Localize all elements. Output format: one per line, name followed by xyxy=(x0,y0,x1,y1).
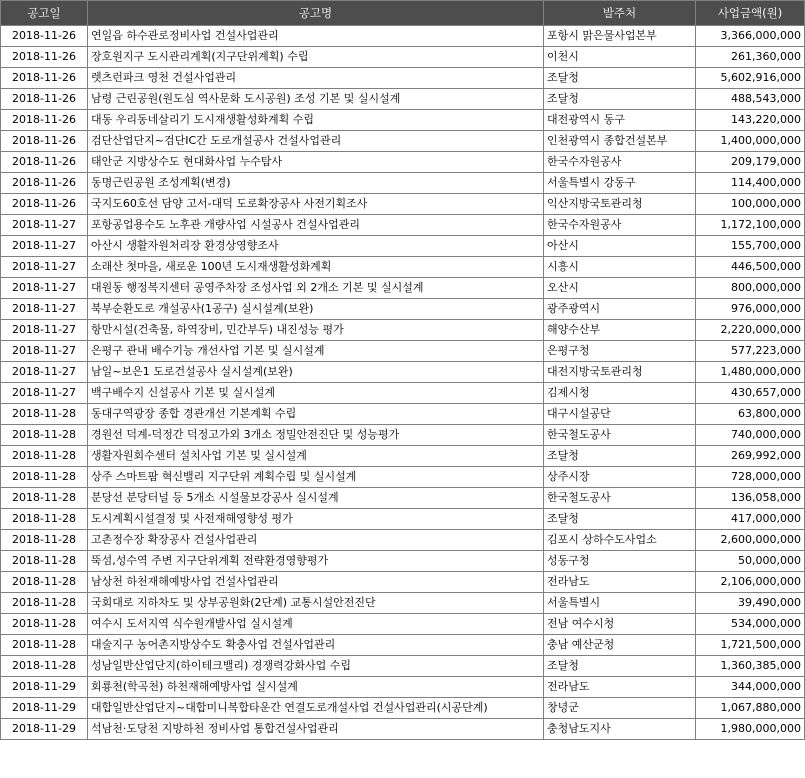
table-row[interactable] xyxy=(1,446,805,467)
cell-org[interactable]: 한국철도공사 xyxy=(544,425,696,446)
header-date[interactable]: 공고일 xyxy=(1,1,88,26)
cell-date[interactable]: 2018-11-28 xyxy=(1,425,88,446)
cell-date[interactable]: 2018-11-26 xyxy=(1,131,88,152)
table-row[interactable] xyxy=(1,68,805,89)
cell-org[interactable]: 조달청 xyxy=(544,68,696,89)
cell-amount[interactable]: 114,400,000 xyxy=(696,173,805,194)
cell-name[interactable]: 대원동 행정복지센터 공영주차장 조성사업 외 2개소 기본 및 실시설계 xyxy=(88,278,544,299)
cell-org[interactable]: 충남 예산군청 xyxy=(544,635,696,656)
cell-org[interactable]: 이천시 xyxy=(544,47,696,68)
cell-date[interactable]: 2018-11-27 xyxy=(1,215,88,236)
cell-amount[interactable]: 269,992,000 xyxy=(696,446,805,467)
cell-org[interactable]: 서울특별시 강동구 xyxy=(544,173,696,194)
cell-date[interactable]: 2018-11-27 xyxy=(1,236,88,257)
cell-org[interactable]: 전라남도 xyxy=(544,572,696,593)
table-header xyxy=(1,1,805,26)
cell-amount[interactable]: 1,360,385,000 xyxy=(696,656,805,677)
cell-name[interactable]: 국지도60호선 담양 고서-대덕 도로확장공사 사전기획조사 xyxy=(88,194,544,215)
cell-name[interactable]: 포항공업용수도 노후관 개량사업 시설공사 건설사업관리 xyxy=(88,215,544,236)
table-body xyxy=(1,26,805,740)
table-row[interactable] xyxy=(1,89,805,110)
cell-amount[interactable]: 143,220,000 xyxy=(696,110,805,131)
cell-name[interactable]: 도시계획시설결정 및 사전재해영향성 평가 xyxy=(88,509,544,530)
cell-amount[interactable]: 63,800,000 xyxy=(696,404,805,425)
cell-org[interactable]: 대구시설공단 xyxy=(544,404,696,425)
cell-date[interactable]: 2018-11-27 xyxy=(1,383,88,404)
table-row[interactable] xyxy=(1,173,805,194)
table-row[interactable] xyxy=(1,236,805,257)
table-row[interactable] xyxy=(1,509,805,530)
cell-name[interactable]: 회룡천(학곡천) 하천재해예방사업 실시설계 xyxy=(88,677,544,698)
cell-org[interactable]: 전남 여수시청 xyxy=(544,614,696,635)
table-row[interactable] xyxy=(1,572,805,593)
cell-name[interactable]: 항만시설(건축물, 하역장비, 민간부두) 내진성능 평가 xyxy=(88,320,544,341)
cell-date[interactable]: 2018-11-28 xyxy=(1,614,88,635)
cell-org[interactable]: 전라남도 xyxy=(544,677,696,698)
table-row[interactable] xyxy=(1,635,805,656)
cell-name[interactable]: 상주 스마트팜 혁신밸리 지구단위 계획수립 및 실시설계 xyxy=(88,467,544,488)
cell-date[interactable]: 2018-11-26 xyxy=(1,89,88,110)
cell-amount[interactable]: 1,400,000,000 xyxy=(696,131,805,152)
cell-amount[interactable]: 209,179,000 xyxy=(696,152,805,173)
cell-org[interactable]: 조달청 xyxy=(544,656,696,677)
cell-date[interactable]: 2018-11-27 xyxy=(1,257,88,278)
cell-date[interactable]: 2018-11-28 xyxy=(1,446,88,467)
cell-name[interactable]: 태안군 지방상수도 현대화사업 누수탐사 xyxy=(88,152,544,173)
cell-amount[interactable]: 1,980,000,000 xyxy=(696,719,805,740)
table-row[interactable] xyxy=(1,551,805,572)
header-row xyxy=(1,1,805,26)
cell-name[interactable]: 생활자원회수센터 설치사업 기본 및 실시설계 xyxy=(88,446,544,467)
cell-date[interactable]: 2018-11-29 xyxy=(1,677,88,698)
table-row[interactable] xyxy=(1,320,805,341)
cell-org[interactable]: 은평구청 xyxy=(544,341,696,362)
cell-amount[interactable]: 5,602,916,000 xyxy=(696,68,805,89)
cell-date[interactable]: 2018-11-26 xyxy=(1,26,88,47)
table-row[interactable] xyxy=(1,152,805,173)
cell-date[interactable]: 2018-11-26 xyxy=(1,68,88,89)
cell-date[interactable]: 2018-11-26 xyxy=(1,152,88,173)
cell-date[interactable]: 2018-11-26 xyxy=(1,110,88,131)
table-row[interactable] xyxy=(1,215,805,236)
cell-org[interactable]: 조달청 xyxy=(544,89,696,110)
cell-date[interactable]: 2018-11-29 xyxy=(1,719,88,740)
cell-amount[interactable]: 534,000,000 xyxy=(696,614,805,635)
cell-date[interactable]: 2018-11-28 xyxy=(1,635,88,656)
cell-org[interactable]: 대전지방국토관리청 xyxy=(544,362,696,383)
cell-date[interactable]: 2018-11-26 xyxy=(1,194,88,215)
table-row[interactable] xyxy=(1,194,805,215)
cell-name[interactable]: 소래산 첫마을, 새로운 100년 도시재생활성화계획 xyxy=(88,257,544,278)
cell-date[interactable]: 2018-11-28 xyxy=(1,488,88,509)
table-row[interactable] xyxy=(1,614,805,635)
cell-amount[interactable]: 39,490,000 xyxy=(696,593,805,614)
cell-name[interactable]: 여수시 도서지역 식수원개발사업 실시설계 xyxy=(88,614,544,635)
cell-org[interactable]: 상주시장 xyxy=(544,467,696,488)
table-row[interactable] xyxy=(1,383,805,404)
cell-date[interactable]: 2018-11-27 xyxy=(1,362,88,383)
table-row[interactable] xyxy=(1,677,805,698)
header-amount[interactable]: 사업금액(원) xyxy=(696,1,805,26)
header-name[interactable]: 공고명 xyxy=(88,1,544,26)
cell-name[interactable]: 경원선 덕계-덕정간 덕정고가외 3개소 정밀안전진단 및 성능평가 xyxy=(88,425,544,446)
cell-name[interactable]: 북부순환도로 개설공사(1공구) 실시설계(보완) xyxy=(88,299,544,320)
cell-amount[interactable]: 100,000,000 xyxy=(696,194,805,215)
table-row[interactable] xyxy=(1,299,805,320)
table-row[interactable] xyxy=(1,110,805,131)
cell-org[interactable]: 익산지방국토관리청 xyxy=(544,194,696,215)
cell-date[interactable]: 2018-11-28 xyxy=(1,404,88,425)
cell-date[interactable]: 2018-11-28 xyxy=(1,656,88,677)
cell-org[interactable]: 조달청 xyxy=(544,509,696,530)
cell-amount[interactable]: 344,000,000 xyxy=(696,677,805,698)
table-row[interactable] xyxy=(1,362,805,383)
cell-name[interactable]: 고촌정수장 확장공사 건설사업관리 xyxy=(88,530,544,551)
cell-name[interactable]: 뚝섬,성수역 주변 지구단위계획 전략환경영향평가 xyxy=(88,551,544,572)
cell-date[interactable]: 2018-11-29 xyxy=(1,698,88,719)
cell-org[interactable]: 오산시 xyxy=(544,278,696,299)
cell-date[interactable]: 2018-11-27 xyxy=(1,299,88,320)
cell-date[interactable]: 2018-11-28 xyxy=(1,530,88,551)
cell-org[interactable]: 해양수산부 xyxy=(544,320,696,341)
cell-amount[interactable]: 740,000,000 xyxy=(696,425,805,446)
cell-amount[interactable]: 1,067,880,000 xyxy=(696,698,805,719)
cell-name[interactable]: 대합일반산업단지~대합미니복합타운간 연결도로개설사업 건설사업관리(시공단계) xyxy=(88,698,544,719)
table-row[interactable] xyxy=(1,26,805,47)
cell-org[interactable]: 아산시 xyxy=(544,236,696,257)
cell-name[interactable]: 동명근린공원 조성계획(변경) xyxy=(88,173,544,194)
cell-org[interactable]: 광주광역시 xyxy=(544,299,696,320)
cell-name[interactable]: 렛츠런파크 영천 건설사업관리 xyxy=(88,68,544,89)
cell-amount[interactable]: 261,360,000 xyxy=(696,47,805,68)
cell-amount[interactable]: 2,600,000,000 xyxy=(696,530,805,551)
cell-amount[interactable]: 976,000,000 xyxy=(696,299,805,320)
cell-date[interactable]: 2018-11-28 xyxy=(1,467,88,488)
cell-amount[interactable]: 728,000,000 xyxy=(696,467,805,488)
cell-date[interactable]: 2018-11-28 xyxy=(1,572,88,593)
cell-name[interactable]: 백구배수지 신설공사 기본 및 실시설계 xyxy=(88,383,544,404)
cell-name[interactable]: 남령 근린공원(원도심 역사문화 도시공원) 조성 기본 및 실시설계 xyxy=(88,89,544,110)
cell-name[interactable]: 아산시 생활자원처리장 환경상영향조사 xyxy=(88,236,544,257)
cell-org[interactable]: 대전광역시 동구 xyxy=(544,110,696,131)
cell-org[interactable]: 조달청 xyxy=(544,446,696,467)
cell-name[interactable]: 석남천·도당천 지방하천 정비사업 통합건설사업관리 xyxy=(88,719,544,740)
cell-amount[interactable]: 1,480,000,000 xyxy=(696,362,805,383)
cell-amount[interactable]: 1,172,100,000 xyxy=(696,215,805,236)
table-row[interactable] xyxy=(1,593,805,614)
cell-date[interactable]: 2018-11-28 xyxy=(1,551,88,572)
cell-org[interactable]: 김제시청 xyxy=(544,383,696,404)
table-row[interactable] xyxy=(1,131,805,152)
header-org[interactable]: 발주처 xyxy=(544,1,696,26)
cell-name[interactable]: 성남일반산업단지(하이테크밸리) 경쟁력강화사업 수립 xyxy=(88,656,544,677)
cell-org[interactable]: 한국수자원공사 xyxy=(544,152,696,173)
table-row[interactable] xyxy=(1,425,805,446)
cell-org[interactable]: 성동구청 xyxy=(544,551,696,572)
cell-name[interactable]: 동대구역광장 종합 경관개선 기본계획 수립 xyxy=(88,404,544,425)
cell-name[interactable]: 대술지구 농어촌지방상수도 확충사업 건설사업관리 xyxy=(88,635,544,656)
cell-amount[interactable]: 2,220,000,000 xyxy=(696,320,805,341)
cell-amount[interactable]: 430,657,000 xyxy=(696,383,805,404)
table-row[interactable] xyxy=(1,278,805,299)
cell-amount[interactable]: 155,700,000 xyxy=(696,236,805,257)
cell-date[interactable]: 2018-11-28 xyxy=(1,593,88,614)
table-row[interactable] xyxy=(1,530,805,551)
cell-date[interactable]: 2018-11-27 xyxy=(1,341,88,362)
cell-name[interactable]: 남상천 하천재해예방사업 건설사업관리 xyxy=(88,572,544,593)
cell-org[interactable]: 서울특별시 xyxy=(544,593,696,614)
cell-name[interactable]: 국회대로 지하차도 및 상부공원화(2단계) 교통시설안전진단 xyxy=(88,593,544,614)
cell-date[interactable]: 2018-11-26 xyxy=(1,47,88,68)
cell-date[interactable]: 2018-11-27 xyxy=(1,278,88,299)
cell-amount[interactable]: 488,543,000 xyxy=(696,89,805,110)
table-row[interactable] xyxy=(1,719,805,740)
cell-amount[interactable]: 577,223,000 xyxy=(696,341,805,362)
cell-amount[interactable]: 3,366,000,000 xyxy=(696,26,805,47)
cell-org[interactable]: 김포시 상하수도사업소 xyxy=(544,530,696,551)
cell-org[interactable]: 포항시 맑은물사업본부 xyxy=(544,26,696,47)
cell-date[interactable]: 2018-11-26 xyxy=(1,173,88,194)
table-row[interactable] xyxy=(1,698,805,719)
table-row[interactable] xyxy=(1,656,805,677)
cell-amount[interactable]: 1,721,500,000 xyxy=(696,635,805,656)
cell-name[interactable]: 연일읍 하수관로정비사업 건설사업관리 xyxy=(88,26,544,47)
cell-amount[interactable]: 417,000,000 xyxy=(696,509,805,530)
cell-name[interactable]: 은평구 관내 배수기능 개선사업 기본 및 실시설계 xyxy=(88,341,544,362)
cell-amount[interactable]: 800,000,000 xyxy=(696,278,805,299)
cell-org[interactable]: 인천광역시 종합건설본부 xyxy=(544,131,696,152)
table-row[interactable] xyxy=(1,47,805,68)
table-row[interactable] xyxy=(1,257,805,278)
cell-date[interactable]: 2018-11-28 xyxy=(1,509,88,530)
cell-amount[interactable]: 2,106,000,000 xyxy=(696,572,805,593)
cell-org[interactable]: 시흥시 xyxy=(544,257,696,278)
cell-name[interactable]: 남일~보은1 도로건설공사 실시설계(보완) xyxy=(88,362,544,383)
table-row[interactable] xyxy=(1,488,805,509)
cell-name[interactable]: 검단산업단지~검단IC간 도로개설공사 건설사업관리 xyxy=(88,131,544,152)
table-row[interactable] xyxy=(1,404,805,425)
cell-org[interactable]: 충청남도지사 xyxy=(544,719,696,740)
cell-org[interactable]: 창녕군 xyxy=(544,698,696,719)
cell-name[interactable]: 장호원지구 도시관리계획(지구단위계획) 수립 xyxy=(88,47,544,68)
cell-name[interactable]: 대동 우리동네살리기 도시재생활성화계획 수립 xyxy=(88,110,544,131)
cell-org[interactable]: 한국수자원공사 xyxy=(544,215,696,236)
cell-org[interactable]: 한국철도공사 xyxy=(544,488,696,509)
cell-name[interactable]: 분당선 분당터널 등 5개소 시설물보강공사 실시설계 xyxy=(88,488,544,509)
cell-amount[interactable]: 446,500,000 xyxy=(696,257,805,278)
table-row[interactable] xyxy=(1,341,805,362)
cell-date[interactable]: 2018-11-27 xyxy=(1,320,88,341)
table-row[interactable] xyxy=(1,467,805,488)
cell-amount[interactable]: 50,000,000 xyxy=(696,551,805,572)
cell-amount[interactable]: 136,058,000 xyxy=(696,488,805,509)
